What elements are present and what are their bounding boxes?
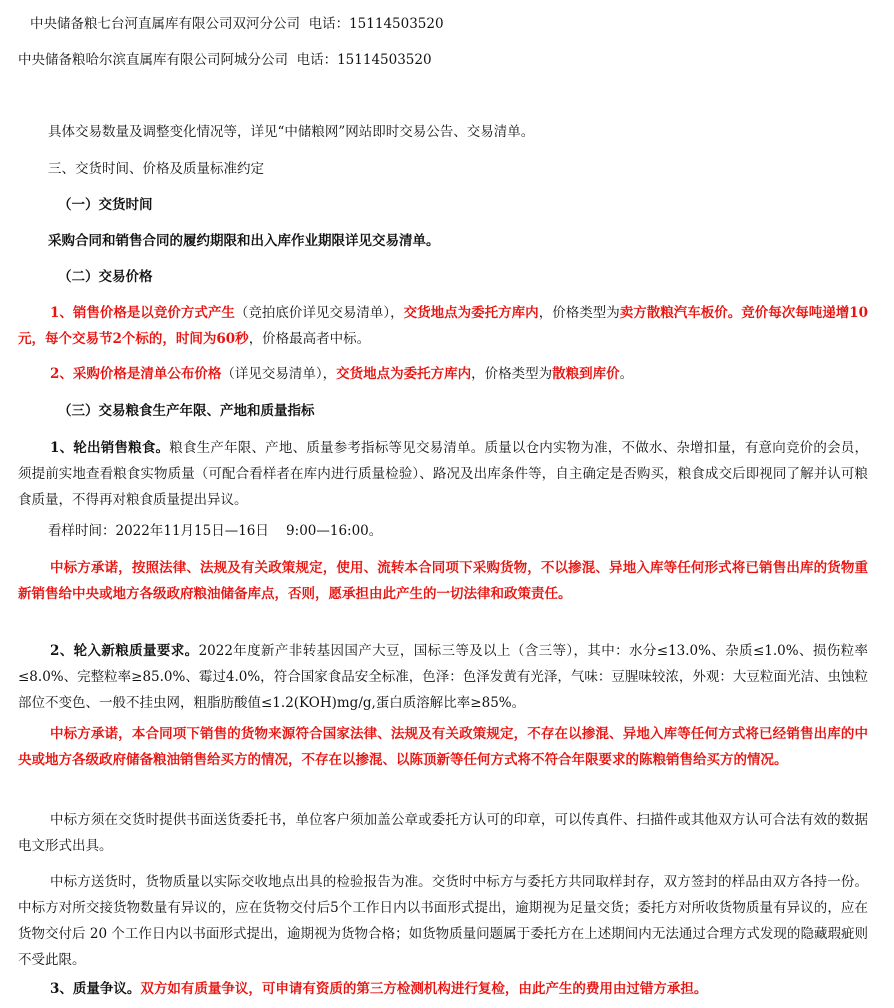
promise-sale-text: 中标方承诺，按照法律、法规及有关政策规定，使用、流转本合同项下采购货物，不以掺混、异地入库等任何形式将已销售出库的货物重新销售给中央或地方各级政府粮油储备库点，否则，愿承担由此产生的一切法律和政策责任。 xyxy=(18,560,868,602)
promise-purchase-text: 中标方承诺，本合同项下销售的货物来源符合国家法律、法规及有关政策规定，不存在以掺混、异地入库等任何方式将已经销售出库的中央或地方各级政府储备粮油销售给买方的情况，不存在以掺混、以陈顶新等任何方式将不符合年限要求的陈粮销售给买方的情况。 xyxy=(18,726,868,768)
outbound-sale-head: 1、轮出销售粮食。 xyxy=(50,440,170,456)
purchase-price-type: 散粮到库价 xyxy=(552,366,620,382)
sale-delivery-place: 交货地点为委托方库内 xyxy=(403,305,539,321)
promise-purchase xyxy=(18,721,868,773)
contact-line-1: 中央储备粮七台河直属库有限公司双河分公司 电话：15114503520 xyxy=(30,16,444,32)
para-purchase-price xyxy=(18,361,868,387)
para-outbound-sale xyxy=(18,435,868,513)
section-3-heading: 三、交货时间、价格及质量标准约定 xyxy=(48,161,264,177)
purchase-price-type-label: ，价格类型为 xyxy=(471,366,553,382)
contact-line-2: 中央储备粮哈尔滨直属库有限公司阿城分公司 电话：15114503520 xyxy=(18,52,432,68)
sale-price-type-label: ，价格类型为 xyxy=(538,305,620,321)
sale-price-lead: 1、销售价格是以竞价方式产生 xyxy=(50,305,235,321)
outbound-sale-text: 粮食生产年限、产地、质量参考指标等见交易清单。质量以仓内实物为准，不做水、杂增扣量，有意向竞价的会员，须提前实地查看粮食实物质量（可配合看样者在库内进行质量检验）、路况及出库条件等，自主确定是否购买，粮食成交后即视同了解并认可粮食质量，不得再对粮食质量提出异议。 xyxy=(18,440,868,508)
sale-price-tail: ，价格最高者中标。 xyxy=(248,331,371,347)
para-trade-detail: 具体交易数量及调整变化情况等，详见“中储粮网”网站即时交易公告、交易清单。 xyxy=(48,124,535,140)
para-delivery-quality xyxy=(18,869,868,973)
quality-dispute-head: 3、质量争议。 xyxy=(50,981,141,997)
para-inbound-quality xyxy=(18,638,868,716)
delivery-quality-text: 中标方送货时，货物质量以实际交收地点出具的检验报告为准。交货时中标方与委托方共同取样封存，双方签封的样品由双方各持一份。中标方对所交接货物数量有异议的，应在货物交付后5个工作日内以书面形式提出，逾期视为足量交货；委托方对所收货物质量有异议的，应在货物交付后 20 个工作日内以书面形式提出，逾期视为货物合格；如货物质量问题属于委托方在上述期间内无法通过合理方式发现的隐藏瑕疵则不受此限。 xyxy=(18,874,868,968)
inbound-quality-head: 2、轮入新粮质量要求。 xyxy=(50,643,199,659)
sale-price-rule: 卖方散粮汽车板价。竞价每次每吨递增10元，每个交易节2个标的，时间为60秒 xyxy=(18,305,869,347)
para-quality-dispute xyxy=(18,976,868,1002)
para-sale-price xyxy=(18,300,868,352)
purchase-price-lead: 2、采购价格是清单公布价格 xyxy=(50,366,222,382)
purchase-price-tail: 。 xyxy=(619,366,634,382)
purchase-delivery-place: 交货地点为委托方库内 xyxy=(336,366,472,382)
subsection-quality-index: （三）交易粮食生产年限、产地和质量指标 xyxy=(58,403,315,419)
promise-sale xyxy=(18,555,868,607)
viewing-time: 看样时间：2022年11月15日—16日 9:00—16:00。 xyxy=(48,523,383,539)
para-delivery-term: 采购合同和销售合同的履约期限和出入库作业期限详见交易清单。 xyxy=(48,233,440,249)
subsection-delivery-time: （一）交货时间 xyxy=(58,197,153,213)
purchase-price-note: （详见交易清单）， xyxy=(221,366,337,382)
delegation-text: 中标方须在交货时提供书面送货委托书，单位客户须加盖公章或委托方认可的印章，可以传真件、扫描件或其他双方认可合法有效的数据电文形式出具。 xyxy=(18,812,868,854)
subsection-trade-price: （二）交易价格 xyxy=(58,269,153,285)
quality-dispute-text: 双方如有质量争议，可申请有资质的第三方检测机构进行复检，由此产生的费用由过错方承担。 xyxy=(140,981,708,997)
para-delegation xyxy=(18,807,868,859)
sale-price-note: （竞拍底价详见交易清单）， xyxy=(234,305,404,321)
inbound-quality-text: 2022年度新产非转基因国产大豆，国标三等及以上（含三等），其中：水分≤13.0%、杂质≤1.0%、损伤粒率≤8.0%、完整粒率≥85.0%、霉过4.0%，符合国家食品安全标准，色泽：色泽发黄有光泽，气味：豆腥味较浓，外观：大豆粒面光洁、虫蚀粒部位不变色、一般不挂虫网，粗脂肪酸值≤1.2(KOH)mg/g,蛋白质溶解比率≥85%。 xyxy=(18,643,868,711)
